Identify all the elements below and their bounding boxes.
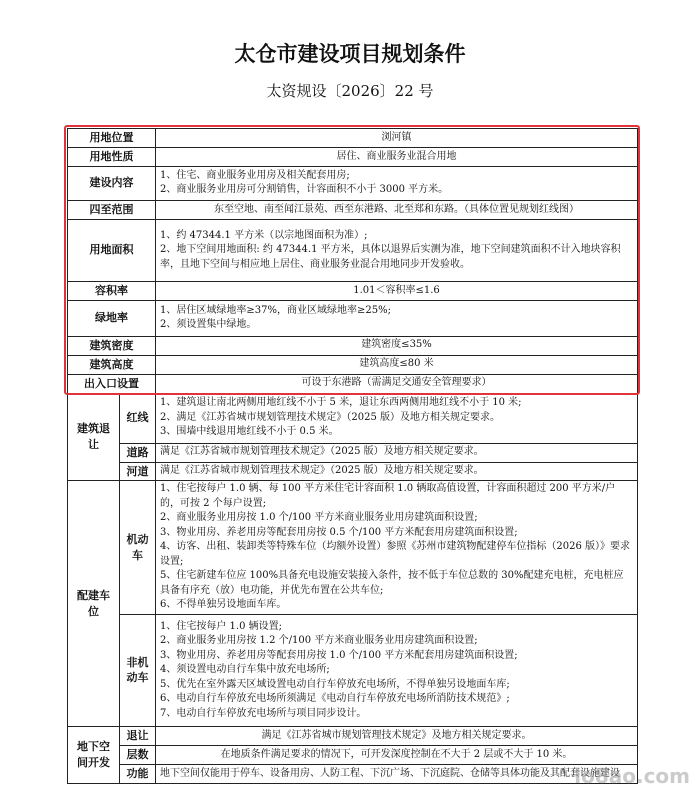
- label-land-nature: 用地性质: [68, 147, 156, 166]
- label-entrance: 出入口设置: [68, 374, 156, 393]
- motor-line-3: 3、物业用房、养老用房等配套用房按 0.5 个/100 平方米配套用房建筑面积设置;: [160, 526, 518, 538]
- row-setback-road: [68, 443, 638, 462]
- label-height: 建筑高度: [68, 355, 156, 374]
- nonmotor-line-7: 7、电动自行车停放充电场所与项目同步设计。: [160, 707, 367, 719]
- value-parking-nonmotor: [156, 614, 638, 726]
- row-parking-motor: [68, 481, 638, 615]
- row-height: [68, 355, 638, 374]
- value-setback-river: 满足《江苏省城市规划管理技术规定》（2025 版）及地方相关规定要求。: [156, 462, 638, 481]
- row-setback-river: [68, 462, 638, 481]
- value-density: 建筑密度≤35%: [156, 336, 638, 355]
- label-parking-nonmotor: 非机动车: [120, 614, 156, 726]
- planning-conditions-table: [67, 128, 638, 784]
- row-underground-setback: [68, 726, 638, 745]
- value-content: [156, 166, 638, 200]
- document-title: 太仓市建设项目规划条件: [234, 42, 466, 66]
- nonmotor-line-6: 6、电动自行车停放充电场所须满足《电动自行车停放充电场所消防技术规范》;: [160, 693, 510, 705]
- value-setback-redline: [156, 393, 638, 443]
- nonmotor-line-5: 5、优先在室外露天区域设置电动自行车停放充电场所，不得单独另设地面车库;: [160, 678, 510, 690]
- label-underground-function: 功能: [120, 764, 156, 783]
- row-land-nature: [68, 147, 638, 166]
- row-setback-redline: [68, 393, 638, 443]
- motor-line-6: 6、不得单独另设地面车库。: [160, 599, 287, 611]
- row-green: [68, 300, 638, 336]
- row-location: [68, 129, 638, 148]
- value-location: 浏河镇: [156, 129, 638, 148]
- row-underground-floors: [68, 745, 638, 764]
- content-line-1: 1、住宅、商业服务业用房及相关配套用房;: [160, 169, 350, 181]
- nonmotor-line-3: 3、物业用房、养老用房等配套用房按 1.0 个/100 平方米配套用房建筑面积设置;: [160, 649, 518, 661]
- motor-line-1: 1、住宅按每户 1.0 辆、每 100 平方米住宅计容面积 1.0 辆取高值设置，计容面积超过 200 平方米/户的，可按 2 个每户设置;: [160, 483, 616, 509]
- area-line-2: 2、地下空间用地面积: 约 47344.1 平方米，具体以退界后实测为准，地下空间建筑面积不计入地块容积率，且地下空间与相应地上居住、商业服务业混合用地同步开发验收。: [160, 244, 621, 270]
- row-area: [68, 219, 638, 281]
- value-far: 1.01＜容积率≤1.6: [156, 281, 638, 300]
- motor-line-4: 4、访客、出租、装卸类等特殊车位（均额外设置）参照《苏州市建筑物配建停车位指标（2026 版）》要求设置;: [160, 541, 630, 567]
- motor-line-2: 2、商业服务业用房按 1.0 个/100 平方米商业服务业用房建筑面积设置;: [160, 512, 478, 524]
- value-height: 建筑高度≤80 米: [156, 355, 638, 374]
- value-underground-floors: 在地质条件满足要求的情况下，可开发深度控制在不大于 2 层或不大于 10 米。: [156, 745, 638, 764]
- redline-line-3: 3、围墙中线退用地红线不小于 0.5 米。: [160, 426, 339, 438]
- value-area: [156, 219, 638, 281]
- label-underground-setback: 退让: [120, 726, 156, 745]
- row-entrance: [68, 374, 638, 393]
- row-parking-nonmotor: [68, 614, 638, 726]
- label-far: 容积率: [68, 281, 156, 300]
- motor-line-5: 5、住宅新建车位应 100%具备充电设施安装接入条件，按不低于车位总数的 30%配建充电桩，充电桩应具备有序充（放）电功能，并优先布置在公共车位;: [160, 570, 624, 596]
- redline-line-1: 1、建筑退让南北两侧用地红线不小于 5 米，退让东西两侧用地红线不小于 10 米;: [160, 397, 522, 409]
- label-setback-redline: 红线: [120, 393, 156, 443]
- value-parking-motor: [156, 481, 638, 615]
- nonmotor-line-4: 4、须设置电动自行车集中放充电场所;: [160, 664, 330, 676]
- label-underground-group: 地下空间开发: [68, 726, 120, 783]
- value-boundary: 东至空地、南至闻江景苑、西至东港路、北至郑和东路。（具体位置见规划红线图）: [156, 200, 638, 219]
- area-line-1: 1、约 47344.1 平方米（以宗地图面积为准）;: [160, 229, 368, 241]
- label-boundary: 四至范围: [68, 200, 156, 219]
- row-underground-function: [68, 764, 638, 783]
- label-setback-group: 建筑退让: [68, 393, 120, 481]
- document-number: 太资规设〔2026〕22 号: [266, 82, 434, 100]
- label-density: 建筑密度: [68, 336, 156, 355]
- label-green: 绿地率: [68, 300, 156, 336]
- content-line-2: 2、商业服务业用房可分割销售，计容面积不小于 3000 平方米。: [160, 184, 449, 196]
- redline-line-2: 2、满足《江苏省城市规划管理技术规定》（2025 版）及地方相关规定要求。: [160, 411, 500, 423]
- row-density: [68, 336, 638, 355]
- row-boundary: [68, 200, 638, 219]
- value-land-nature: 居住、商业服务业混合用地: [156, 147, 638, 166]
- nonmotor-line-1: 1、住宅按每户 1.0 辆设置;: [160, 620, 282, 632]
- value-entrance: 可设于东港路（需满足交通安全管理要求）: [156, 374, 638, 393]
- value-setback-road: 满足《江苏省城市规划管理技术规定》（2025 版）及地方相关规定要求。: [156, 443, 638, 462]
- green-line-1: 1、居住区域绿地率≥37%，商业区域绿地率≥25%;: [160, 304, 391, 316]
- label-location: 用地位置: [68, 129, 156, 148]
- row-content: [68, 166, 638, 200]
- label-underground-floors: 层数: [120, 745, 156, 764]
- label-area: 用地面积: [68, 219, 156, 281]
- label-setback-river: 河道: [120, 462, 156, 481]
- value-underground-function: 地下空间仅能用于停车、设备用房、人防工程、下沉广场、下沉庭院、仓储等具体功能及其配套设施建设: [156, 764, 638, 783]
- label-setback-road: 道路: [120, 443, 156, 462]
- watermark: lo8ao.com: [574, 764, 690, 788]
- label-content: 建设内容: [68, 166, 156, 200]
- green-line-2: 2、须设置集中绿地。: [160, 319, 257, 331]
- label-parking-motor: 机动车: [120, 481, 156, 615]
- value-underground-setback: 满足《江苏省城市规划管理技术规定》及地方相关规定要求。: [156, 726, 638, 745]
- value-green: [156, 300, 638, 336]
- label-parking-group: 配建车位: [68, 481, 120, 727]
- nonmotor-line-2: 2、商业服务业用房按 1.2 个/100 平方米商业服务业用房建筑面积设置;: [160, 635, 478, 647]
- row-far: [68, 281, 638, 300]
